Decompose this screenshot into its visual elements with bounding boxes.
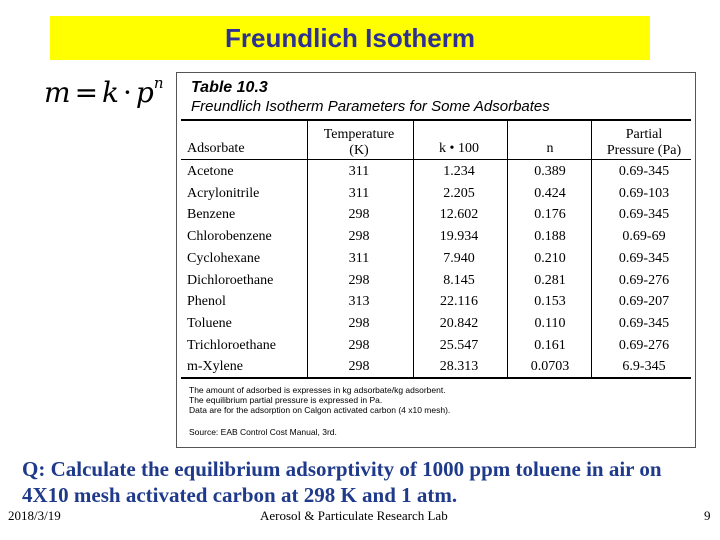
cell-pressure: 0.69-276 [618,337,670,353]
formula-exponent: n [153,74,164,92]
cell-k: 8.145 [443,272,475,288]
header-pressure [595,127,693,159]
cell-k: 28.313 [439,359,479,375]
cell-n: 0.424 [534,185,566,201]
cell-adsorbate: Chlorobenzene [187,229,272,245]
cell-adsorbate: Cyclohexane [187,250,261,266]
cell-adsorbate: Toluene [187,315,232,331]
freundlich-table [176,72,696,448]
cell-pressure: 0.69-345 [618,207,670,223]
cell-adsorbate: m-Xylene [187,359,243,375]
cell-k: 19.934 [439,229,479,245]
cell-pressure: 0.69-69 [622,229,666,245]
table-row [177,313,697,335]
cell-pressure: 0.69-207 [618,294,670,310]
cell-n: 0.281 [534,272,566,288]
table-header-rule [181,159,691,160]
footer-lab: Aerosol & Particulate Research Lab [260,508,448,523]
cell-adsorbate: Acrylonitrile [187,185,260,201]
cell-n: 0.0703 [530,359,570,375]
cell-k: 12.602 [439,207,479,223]
header-temperature [309,127,409,159]
cell-k: 1.234 [443,164,475,179]
header-adsorbate: Adsorbate [187,141,245,156]
table-row [177,270,697,292]
table-notes [189,385,450,415]
table-row [177,335,697,357]
note-line: The amount of adsorbed is expresses in kg adsorbate/kg adsorbent. [189,385,446,395]
cell-n: 0.176 [534,207,566,223]
table-caption-title: Freundlich Isotherm Parameters for Some Adsorbates [191,98,550,115]
cell-pressure: 0.69-345 [618,315,670,331]
note-line: Data are for the adsorption on Calgon activated carbon (4 x10 mesh). [189,405,451,415]
cell-temperature: 313 [348,294,370,310]
header-temperature-line2: (K) [349,143,369,158]
cell-n: 0.389 [534,164,566,179]
cell-k: 20.842 [439,315,479,331]
cell-temperature: 298 [348,207,370,223]
header-n: n [546,141,554,156]
cell-temperature: 298 [348,229,370,245]
header-pressure-line2: Pressure (Pa) [606,143,682,158]
cell-k: 7.940 [443,250,475,266]
table-row [177,183,697,205]
cell-n: 0.210 [534,250,566,266]
cell-pressure: 0.69-345 [618,164,670,179]
cell-pressure: 0.69-276 [618,272,670,288]
cell-k: 25.547 [439,337,479,353]
cell-temperature: 298 [348,315,370,331]
table-row [177,248,697,270]
cell-adsorbate: Dichloroethane [187,272,274,288]
cell-temperature: 311 [348,250,370,266]
cell-pressure: 6.9-345 [622,359,666,375]
note-line: The equilibrium partial pressure is expressed in Pa. [189,395,383,405]
cell-temperature: 311 [348,185,370,201]
table-row [177,204,697,226]
cell-n: 0.110 [534,315,566,331]
table-caption-number: Table 10.3 [191,79,268,96]
cell-n: 0.188 [534,229,566,245]
footer-page-number: 9 [704,508,711,523]
cell-k: 22.116 [440,294,478,310]
header-k: k • 100 [439,141,479,156]
table-row [177,161,697,183]
formula-dot: · [123,76,132,109]
header-temperature-line1: Temperature [323,127,395,142]
cell-temperature: 298 [348,272,370,288]
table-row [177,291,697,313]
question-text: Q: Calculate the equilibrium adsorptivity of 1000 ppm toluene in air on 4X10 mesh activated carbon at 298 K and 1 atm. [22,457,662,507]
formula-equals: = [74,76,99,109]
cell-temperature: 311 [348,164,370,179]
cell-temperature: 298 [348,359,370,375]
table-source: Source: EAB Control Cost Manual, 3rd. [189,427,337,437]
slide-title: Freundlich Isotherm [50,16,650,60]
cell-adsorbate: Acetone [187,164,234,179]
cell-n: 0.153 [534,294,566,310]
cell-pressure: 0.69-345 [618,250,670,266]
cell-temperature: 298 [348,337,370,353]
formula-m: m [44,76,71,109]
footer-date: 2018/3/19 [8,508,61,523]
cell-n: 0.161 [534,337,566,353]
header-pressure-line1: Partial [625,127,663,142]
table-row [177,226,697,248]
cell-pressure: 0.69-103 [618,185,670,201]
formula-p: p [135,76,154,109]
cell-k: 2.205 [443,185,475,201]
formula-k: k [102,76,119,109]
table-row [177,356,697,378]
table-top-rule [181,119,691,121]
freundlich-formula [44,74,164,109]
cell-adsorbate: Benzene [187,207,236,223]
cell-adsorbate: Phenol [187,294,226,310]
cell-adsorbate: Trichloroethane [187,337,276,353]
